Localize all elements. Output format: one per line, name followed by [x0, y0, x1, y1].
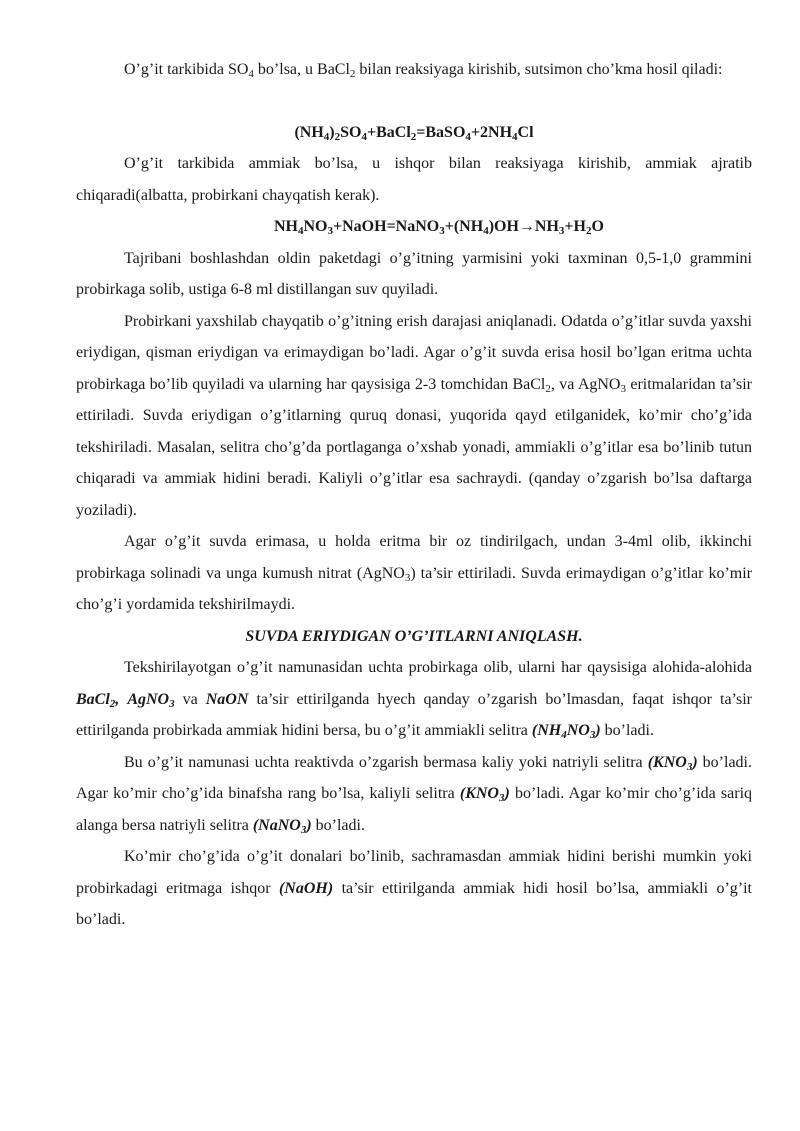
reagent-naon: NaON	[205, 690, 249, 708]
equation-ammonia: $NH_4NO_3+NaOH=NaNO_3+(NH_4)OH\to NH_3+H_2O$	[274, 218, 604, 237]
paragraph-sample-preparation: Tajribani boshlashdan oldin paketdagi o’g’itning yarmisini yoki taxminan 0,5-1,0 grammini probirkaga solib, ustiga 6-8 ml distillangan suv quyiladi.	[76, 249, 752, 298]
paragraph-sulfate-test: O’g’it tarkibida $SO_4$ bo’lsa, u BaCl$_2$ bilan reaksiyaga kirishib, sutsimon cho’kma hosil qiladi:	[124, 61, 723, 80]
equation-sulfate: $(NH_4)_2SO_4+BaCl_2=BaSO_4+2NH_4Cl$	[294, 123, 534, 143]
formula-nano3: (NaNO$_3$)	[252, 816, 312, 836]
paragraph-solubility-check: Probirkani yaxshilab chayqatib o’g’itning erish darajasi aniqlanadi. Odatda o’g’itlar suvda yaxshi eriydigan, qisman eriydigan va erimaydigan bo’ladi. Agar o’g’it suvda erisa hosil bo’lgan eritma uchta probirkaga bo’lib quyiladi va ularning har qaysisiga 2-3 tomchidan BaCl$_2$, va AgNO$_3$ eritmalaridan ta’sir ettiriladi. Suvda eriydigan o’g’itlarning quruq donasi, yuqorida qayd etilganidek, ko’mir cho’g’ida tekshiriladi. Masalan, selitra cho’g’da portlaganga o’xshab yonadi, ammiakli o’g’itlar esa bo’linib tutun chiqaradi va ammiak hidini beradi. Kaliyli o’g’itlar esa sachraydi. (qanday o’zgarish bo’lsa daftarga yoziladi).	[76, 312, 752, 519]
reagent-agno3: AgNO$_3$	[127, 690, 175, 710]
reagent-bacl2: BaCl$_2$,	[76, 690, 120, 710]
formula-kno3: $(KNO_3)$	[647, 753, 698, 773]
paragraph-ammonia-test: O’g’it tarkibida ammiak bo’lsa, u ishqor bilan reaksiyaga kirishib, ammiak ajratib chiqaradi(albatta, probirkani chayqatish kerak).	[76, 155, 752, 204]
paragraph-nitrate-selitra: Bu o’g’it namunasi uchta reaktivda o’zgarish bermasa kaliy yoki natriyli selitra $(KNO_3)$ bo’ladi. Agar ko’mir cho’g’ida binafsha rang bo’lsa, kaliyli selitra $(KNO_3)$ bo’ladi. Agar ko’mir cho’g’ida sariq alanga bersa natriyli selitra (NaNO$_3$) bo’ladi.	[76, 753, 753, 836]
formula-naoh: (NaOH)	[278, 879, 334, 897]
paragraph-ammonium-nitrate: Tekshirilayotgan o’g’it namunasidan uchta probirkaga olib, ularni har qaysisiga alohida-alohida BaCl$_2$, AgNO$_3$ va NaON ta’sir ettirilganda hyech qanday o’zgarish bo’lmasdan, faqat ishqor ta’sir ettirilganda probirkada ammiak hidini bersa, bu o’g’it ammiakli selitra $(NH_4NO_3)$ bo’ladi.	[76, 659, 753, 741]
formula-kno3-potassium: $(KNO_3)$	[459, 785, 510, 804]
paragraph-ammonia-fertilizer: Ko’mir cho’g’ida o’g’it donalari bo’linib, sachramasdan ammiak hidini berishi mumkin yoki probirkadagi eritmaga ishqor (NaOH) ta’sir ettirilganda ammiak hidi hosil bo’lsa, ammiakli o’g’it bo’ladi.	[76, 848, 752, 928]
section-heading: SUVDA ERIYDIGAN O’G’ITLARNI ANIQLASH.	[245, 627, 583, 645]
paragraph-insoluble-fertilizers: Agar o’g’it suvda erimasa, u holda eritma bir oz tindirilgach, undan 3-4ml olib, ikkinchi probirkaga solinadi va unga kumush nitrat (AgNO$_3$) ta’sir ettiriladi. Suvda erimaydigan o’g’itlar ko’mir cho’g’i yordamida tekshirilmaydi.	[76, 533, 752, 613]
formula-nh4no3: $(NH_4NO_3)$	[531, 722, 601, 741]
